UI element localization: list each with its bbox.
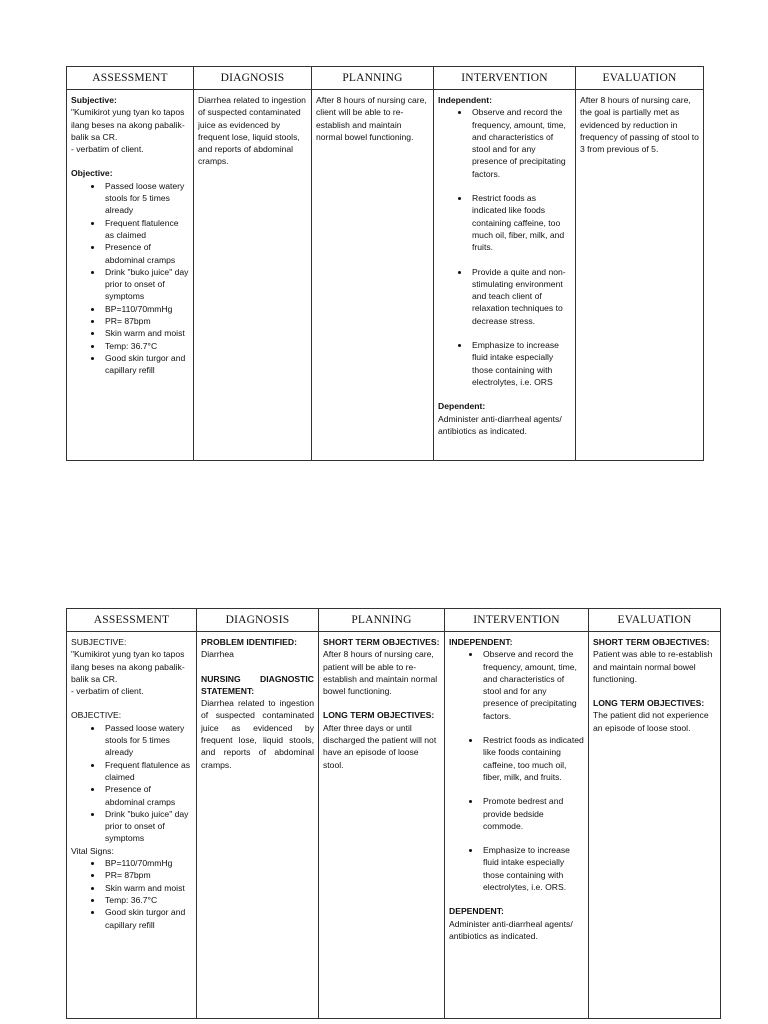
objective-list	[71, 722, 192, 845]
list-item: • Good skin turgor and capillary refill	[103, 906, 192, 931]
long-term-objectives-label: LONG TERM OBJECTIVES:	[593, 698, 705, 709]
list-item: • Drink "buko juice" day prior to onset of symptoms	[103, 808, 192, 845]
list-item: • Skin warm and moist	[103, 882, 192, 894]
short-term-objectives-label: SHORT TERM OBJECTIVES:	[323, 637, 440, 647]
evaluation-cell	[576, 90, 704, 461]
list-item: • Passed loose watery stools for 5 times already	[103, 180, 189, 217]
table-header-row	[67, 67, 704, 90]
subjective-label: Subjective:	[71, 95, 117, 105]
evaluation-cell	[589, 632, 721, 1019]
dependent-label: DEPENDENT:	[449, 906, 504, 917]
table-row	[67, 632, 721, 1019]
list-item: • BP=110/70mmHg	[103, 857, 192, 869]
short-term-objectives-text: After 8 hours of nursing care, patient will be able to re-establish and maintain normal bowel functioning.	[323, 649, 438, 697]
header-assessment: ASSESSMENT	[67, 67, 194, 90]
dependent-text: Administer anti-diarrheal agents/ antibiotics as indicated.	[438, 413, 562, 436]
list-item: • Presence of abdominal cramps	[103, 241, 189, 266]
list-item: • BP=110/70mmHg	[103, 303, 189, 315]
list-item: • Restrict foods as indicated like foods containing caffeine, too much oil, fiber, milk, and fruits.	[481, 734, 584, 783]
header-planning: PLANNING	[312, 67, 434, 90]
objective-label: OBJECTIVE:	[71, 710, 122, 721]
list-item: • Provide a quite and non-stimulating environment and teach client of relaxation techniques to decrease stress.	[470, 266, 571, 327]
list-item: • Skin warm and moist	[103, 327, 189, 339]
short-term-objectives-label: SHORT TERM OBJECTIVES:	[593, 637, 710, 647]
table-row	[67, 90, 704, 461]
header-planning: PLANNING	[319, 609, 445, 632]
objective-label: Objective:	[71, 168, 113, 179]
header-intervention: INTERVENTION	[445, 609, 589, 632]
list-item: • Frequent flatulence as claimed	[103, 759, 192, 784]
header-assessment: ASSESSMENT	[67, 609, 197, 632]
header-diagnosis: DIAGNOSIS	[194, 67, 312, 90]
nursing-care-plan-table-2	[66, 608, 721, 1019]
planning-cell	[319, 632, 445, 1019]
list-item: • Frequent flatulence as claimed	[103, 217, 189, 242]
long-term-objectives-text: The patient did not experience an episode of loose stool.	[593, 710, 709, 733]
nursing-diagnostic-statement-text: Diarrhea related to ingestion of suspected contaminated juice as evidenced by frequent lose, liquid stools, and reports of abdominal cramps.	[201, 698, 314, 770]
list-item: • Presence of abdominal cramps	[103, 783, 192, 808]
list-item: • Temp: 36.7°C	[103, 894, 192, 906]
diagnosis-cell	[194, 90, 312, 461]
dependent-label: Dependent:	[438, 401, 486, 412]
subjective-text: "Kumikirot yung tyan ko tapos ilang beses na akong pabalik-balik sa CR. - verbatim of client.	[71, 107, 185, 155]
objective-list	[71, 180, 189, 377]
independent-list	[449, 648, 584, 893]
dependent-text: Administer anti-diarrheal agents/ antibiotics as indicated.	[449, 918, 573, 941]
diagnosis-cell	[197, 632, 319, 1019]
problem-identified-text: Diarrhea	[201, 649, 234, 660]
subjective-text: "Kumikirot yung tyan ko tapos ilang beses na akong pabalik-balik sa CR. - verbatim of client.	[71, 649, 185, 697]
short-term-objectives-text: Patient was able to re-establish and maintain normal bowel functioning.	[593, 649, 713, 684]
header-evaluation: EVALUATION	[589, 609, 721, 632]
nursing-care-plan-table-1	[66, 66, 704, 461]
list-item: • Observe and record the frequency, amount, time, and characteristics of stool and for any presence of precipitating factors.	[481, 648, 584, 722]
list-item: • Good skin turgor and capillary refill	[103, 352, 189, 377]
list-item: • Emphasize to increase fluid intake especially those containing with electrolytes, i.e. ORS	[470, 339, 571, 388]
intervention-cell	[434, 90, 576, 461]
diagnosis-text: Diarrhea related to ingestion of suspected contaminated juice as evidenced by frequent lose, liquid stools, and reports of abdominal cramps.	[198, 95, 306, 167]
list-item: • PR= 87bpm	[103, 869, 192, 881]
list-item: • PR= 87bpm	[103, 315, 189, 327]
independent-label: Independent:	[438, 95, 492, 105]
planning-text: After 8 hours of nursing care, client will be able to re-establish and maintain normal bowel functioning.	[316, 95, 427, 142]
list-item: • Temp: 36.7°C	[103, 340, 189, 352]
header-diagnosis: DIAGNOSIS	[197, 609, 319, 632]
list-item: • Observe and record the frequency, amount, time, and characteristics of stool and for any presence of precipitating factors.	[470, 106, 571, 180]
assessment-cell	[67, 90, 194, 461]
table-header-row	[67, 609, 721, 632]
problem-identified-label: PROBLEM IDENTIFIED:	[201, 637, 297, 647]
evaluation-text: After 8 hours of nursing care, the goal is partially met as evidenced by reduction in frequency of passing of stool to 3 from previous of 5.	[580, 95, 699, 155]
nursing-diagnostic-statement-label: NURSING DIAGNOSTIC STATEMENT:	[201, 673, 314, 696]
header-intervention: INTERVENTION	[434, 67, 576, 90]
intervention-cell	[445, 632, 589, 1019]
independent-list	[438, 106, 571, 388]
vital-signs-list	[71, 857, 192, 931]
list-item: • Passed loose watery stools for 5 times already	[103, 722, 192, 759]
long-term-objectives-text: After three days or until discharged the patient will not have an episode of loose stool.	[323, 722, 437, 770]
subjective-label: SUBJECTIVE:	[71, 637, 127, 647]
assessment-cell	[67, 632, 197, 1019]
independent-label: INDEPENDENT:	[449, 637, 513, 647]
long-term-objectives-label: LONG TERM OBJECTIVES:	[323, 710, 435, 721]
list-item: • Emphasize to increase fluid intake especially those containing with electrolytes, i.e. ORS.	[481, 844, 584, 893]
list-item: • Drink "buko juice" day prior to onset of symptoms	[103, 266, 189, 303]
header-evaluation: EVALUATION	[576, 67, 704, 90]
planning-cell	[312, 90, 434, 461]
list-item: • Promote bedrest and provide bedside commode.	[481, 795, 584, 832]
vital-signs-label: Vital Signs:	[71, 845, 114, 856]
list-item: • Restrict foods as indicated like foods containing caffeine, too much oil, fiber, milk, and fruits.	[470, 192, 571, 253]
